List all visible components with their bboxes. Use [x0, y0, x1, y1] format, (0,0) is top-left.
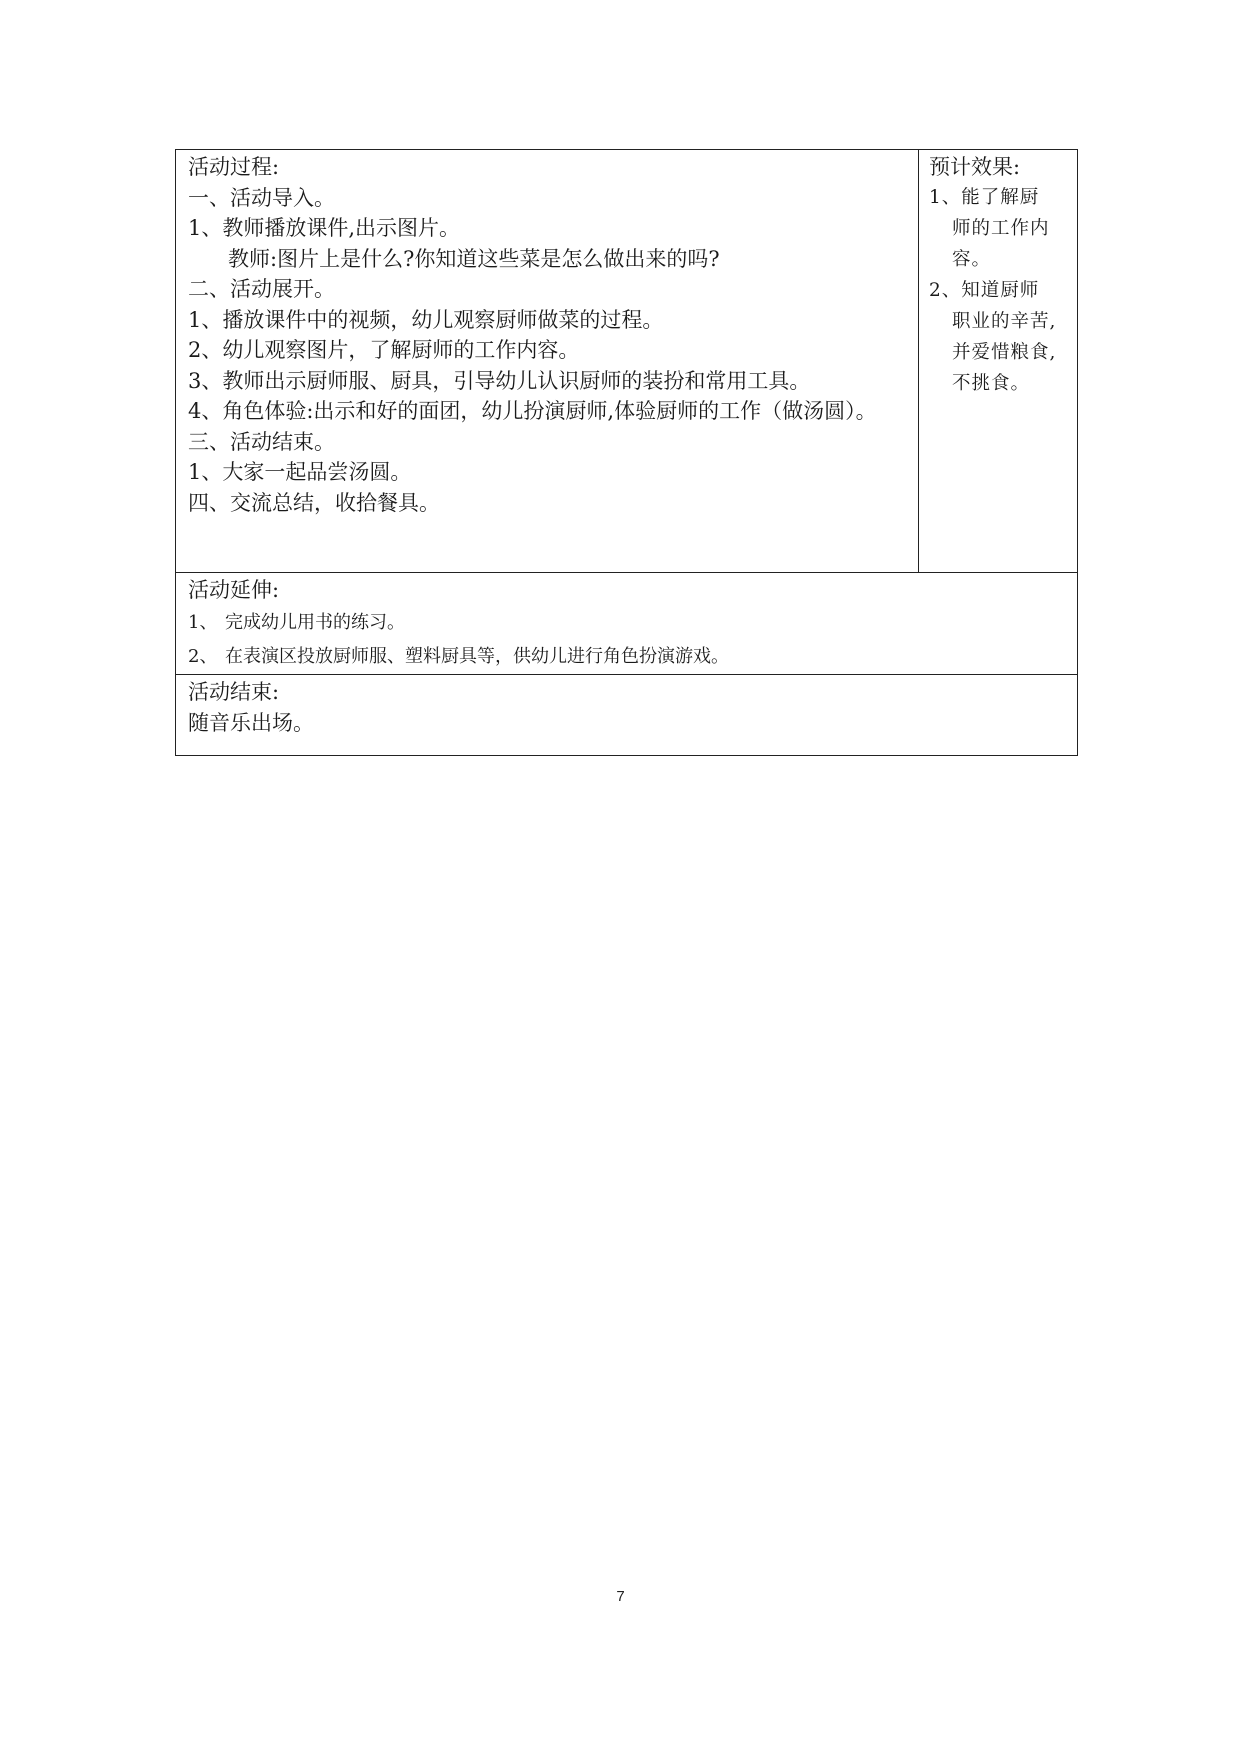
- process-line: 2、幼儿观察图片，了解厨师的工作内容。: [188, 338, 580, 362]
- extension-item-number: 1、: [188, 612, 218, 633]
- lesson-plan-table: [175, 149, 1078, 756]
- process-line: 二、活动展开。: [188, 277, 335, 301]
- process-line: 1、教师播放课件,出示图片。: [188, 216, 461, 240]
- effect-title: 预计效果:: [929, 155, 1021, 179]
- process-line: 1、播放课件中的视频，幼儿观察厨师做菜的过程。: [188, 307, 664, 332]
- extension-item: [188, 606, 1069, 640]
- effect-line: 容。: [952, 249, 992, 270]
- extension-item: [188, 640, 1069, 674]
- process-line: 1、大家一起品尝汤圆。: [188, 460, 412, 484]
- effect-line: 师的工作内: [952, 218, 1050, 239]
- process-line: 教师:图片上是什么?你知道这些菜是怎么做出来的吗?: [228, 246, 720, 271]
- extension-item-text: 完成幼儿用书的练习。: [225, 612, 405, 633]
- ending-title: 活动结束:: [188, 680, 280, 704]
- extension-item-text: 在表演区投放厨师服、塑料厨具等，供幼儿进行角色扮演游戏。: [225, 646, 729, 667]
- page-number: 7: [616, 1588, 625, 1605]
- effect-line: 职业的辛苦,: [952, 311, 1057, 332]
- ending-row: [176, 675, 1078, 756]
- expected-effect-cell: [919, 150, 1078, 573]
- process-line: 一、活动导入。: [188, 185, 335, 210]
- effect-line: 并爱惜粮食,: [952, 342, 1057, 363]
- extension-title: 活动延伸:: [188, 578, 280, 602]
- process-line: 四、交流总结，收拾餐具。: [188, 490, 440, 515]
- process-line: 4、角色体验:出示和好的面团，幼儿扮演厨师,体验厨师的工作（做汤圆）。: [188, 399, 877, 423]
- extension-row: [176, 573, 1078, 675]
- ending-text: 随音乐出场。: [188, 711, 314, 735]
- effect-line: 2、知道厨师: [929, 280, 1040, 301]
- process-line: 三、活动结束。: [188, 429, 335, 454]
- activity-ending-cell: [176, 675, 1078, 756]
- activity-extension-cell: [176, 573, 1078, 675]
- process-line: 3、教师出示厨师服、厨具，引导幼儿认识厨师的装扮和常用工具。: [188, 368, 811, 393]
- extension-item-number: 2、: [188, 646, 218, 667]
- effect-line: 1、能了解厨: [929, 187, 1040, 208]
- activity-process-cell: [176, 150, 919, 573]
- effect-line: 不挑食。: [952, 373, 1031, 394]
- process-title: 活动过程:: [188, 155, 280, 179]
- process-row: [176, 150, 1078, 573]
